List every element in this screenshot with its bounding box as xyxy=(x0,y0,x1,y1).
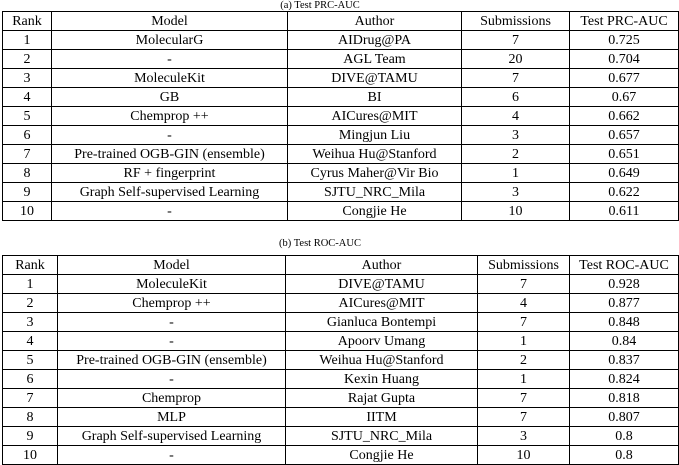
table-cell: Gianluca Bontempi xyxy=(286,313,478,332)
table-row xyxy=(3,50,679,69)
column-header: Model xyxy=(58,256,286,275)
table-cell: Graph Self-supervised Learning xyxy=(52,183,288,202)
table-cell: Weihua Hu@Stanford xyxy=(286,351,478,370)
table-cell: 0.84 xyxy=(570,332,679,351)
table-cell: 7 xyxy=(462,69,570,88)
column-header: Test PRC-AUC xyxy=(570,12,679,31)
table-cell: 7 xyxy=(478,275,570,294)
table-cell: 3 xyxy=(3,313,58,332)
table-cell: 2 xyxy=(478,351,570,370)
table-cell: AIDrug@PA xyxy=(288,31,462,50)
table-row xyxy=(3,107,679,126)
table-cell: 8 xyxy=(3,164,52,183)
table-cell: SJTU_NRC_Mila xyxy=(286,427,478,446)
table-cell: 4 xyxy=(3,332,58,351)
header-row xyxy=(3,12,679,31)
column-header: Test ROC-AUC xyxy=(570,256,679,275)
table-cell: - xyxy=(52,202,288,221)
table-cell: 1 xyxy=(478,332,570,351)
table-cell: 2 xyxy=(462,145,570,164)
table-cell: - xyxy=(58,332,286,351)
table-cell: 0.704 xyxy=(570,50,679,69)
table-cell: DIVE@TAMU xyxy=(286,275,478,294)
table-cell: Pre-trained OGB-GIN (ensemble) xyxy=(58,351,286,370)
table-cell: Mingjun Liu xyxy=(288,126,462,145)
table-cell: MLP xyxy=(58,408,286,427)
table-cell: 0.8 xyxy=(570,446,679,465)
table-cell: 2 xyxy=(3,294,58,313)
table-cell: Congjie He xyxy=(286,446,478,465)
table-cell: 0.651 xyxy=(570,145,679,164)
table-cell: DIVE@TAMU xyxy=(288,69,462,88)
column-header: Submissions xyxy=(462,12,570,31)
table-row xyxy=(3,164,679,183)
table-cell: 6 xyxy=(3,370,58,389)
table-cell: Rajat Gupta xyxy=(286,389,478,408)
table-cell: 3 xyxy=(478,427,570,446)
table-cell: AGL Team xyxy=(288,50,462,69)
table-cell: 3 xyxy=(462,126,570,145)
table-cell: 0.818 xyxy=(570,389,679,408)
table-cell: 5 xyxy=(3,351,58,370)
table-cell: 1 xyxy=(3,31,52,50)
table-cell: 0.824 xyxy=(570,370,679,389)
table-cell: 3 xyxy=(3,69,52,88)
table-cell: - xyxy=(58,370,286,389)
table-cell: 5 xyxy=(3,107,52,126)
table-cell: - xyxy=(58,313,286,332)
table-cell: BI xyxy=(288,88,462,107)
table-row xyxy=(3,202,679,221)
table-cell: 0.837 xyxy=(570,351,679,370)
table-cell: RF + fingerprint xyxy=(52,164,288,183)
table-cell: 4 xyxy=(462,107,570,126)
table-row xyxy=(3,446,679,465)
table-cell: 0.67 xyxy=(570,88,679,107)
table-cell: 0.8 xyxy=(570,427,679,446)
table-cell: 0.649 xyxy=(570,164,679,183)
table-cell: 10 xyxy=(3,446,58,465)
table-cell: 3 xyxy=(462,183,570,202)
table-cell: 0.725 xyxy=(570,31,679,50)
prc-auc-table xyxy=(2,11,679,221)
table-cell: 7 xyxy=(3,145,52,164)
table-cell: 1 xyxy=(462,164,570,183)
table-cell: - xyxy=(52,126,288,145)
table-row xyxy=(3,275,679,294)
table-cell: Graph Self-supervised Learning xyxy=(58,427,286,446)
table-row xyxy=(3,332,679,351)
table-cell: MoleculeKit xyxy=(58,275,286,294)
column-header: Rank xyxy=(3,12,52,31)
table-row xyxy=(3,427,679,446)
table-cell: 6 xyxy=(462,88,570,107)
table-row xyxy=(3,88,679,107)
table-cell: 2 xyxy=(3,50,52,69)
table-row xyxy=(3,370,679,389)
table-row xyxy=(3,183,679,202)
table-cell: GB xyxy=(52,88,288,107)
table-cell: 8 xyxy=(3,408,58,427)
table-cell: Pre-trained OGB-GIN (ensemble) xyxy=(52,145,288,164)
table-cell: 4 xyxy=(3,88,52,107)
table-cell: Weihua Hu@Stanford xyxy=(288,145,462,164)
table-row xyxy=(3,351,679,370)
column-header: Submissions xyxy=(478,256,570,275)
table-cell: Chemprop xyxy=(58,389,286,408)
table-cell: 6 xyxy=(3,126,52,145)
table-cell: 20 xyxy=(462,50,570,69)
table-cell: 0.622 xyxy=(570,183,679,202)
table-cell: AICures@MIT xyxy=(286,294,478,313)
table-cell: 1 xyxy=(478,370,570,389)
table-cell: 10 xyxy=(3,202,52,221)
roc-auc-table xyxy=(2,255,679,465)
table-cell: Congjie He xyxy=(288,202,462,221)
table-cell: 10 xyxy=(478,446,570,465)
table-cell: 9 xyxy=(3,427,58,446)
table-cell: 0.611 xyxy=(570,202,679,221)
table-cell: 9 xyxy=(3,183,52,202)
table-cell: 0.677 xyxy=(570,69,679,88)
table-cell: 0.807 xyxy=(570,408,679,427)
table-cell: Kexin Huang xyxy=(286,370,478,389)
table-row xyxy=(3,145,679,164)
table-cell: - xyxy=(52,50,288,69)
table-row xyxy=(3,31,679,50)
column-header: Model xyxy=(52,12,288,31)
table-cell: Apoorv Umang xyxy=(286,332,478,351)
column-header: Author xyxy=(288,12,462,31)
table-cell: IITM xyxy=(286,408,478,427)
table-row xyxy=(3,69,679,88)
table-cell: 7 xyxy=(478,389,570,408)
table-row xyxy=(3,126,679,145)
table-cell: 7 xyxy=(478,408,570,427)
table-cell: 0.848 xyxy=(570,313,679,332)
table-cell: 4 xyxy=(478,294,570,313)
table-cell: 7 xyxy=(3,389,58,408)
header-row xyxy=(3,256,679,275)
table-row xyxy=(3,408,679,427)
table-cell: - xyxy=(58,446,286,465)
column-header: Rank xyxy=(3,256,58,275)
table-b-caption: (b) Test ROC-AUC xyxy=(279,238,361,249)
table-cell: 7 xyxy=(462,31,570,50)
table-row xyxy=(3,389,679,408)
table-cell: Cyrus Maher@Vir Bio xyxy=(288,164,462,183)
table-row xyxy=(3,294,679,313)
table-cell: Chemprop ++ xyxy=(58,294,286,313)
table-cell: 10 xyxy=(462,202,570,221)
table-a-caption: (a) Test PRC-AUC xyxy=(280,0,360,11)
table-cell: Chemprop ++ xyxy=(52,107,288,126)
table-cell: AICures@MIT xyxy=(288,107,462,126)
table-cell: MolecularG xyxy=(52,31,288,50)
table-cell: 0.662 xyxy=(570,107,679,126)
table-cell: SJTU_NRC_Mila xyxy=(288,183,462,202)
table-row xyxy=(3,313,679,332)
table-cell: 7 xyxy=(478,313,570,332)
column-header: Author xyxy=(286,256,478,275)
table-cell: 0.928 xyxy=(570,275,679,294)
table-cell: 1 xyxy=(3,275,58,294)
table-cell: MoleculeKit xyxy=(52,69,288,88)
table-cell: 0.657 xyxy=(570,126,679,145)
table-cell: 0.877 xyxy=(570,294,679,313)
